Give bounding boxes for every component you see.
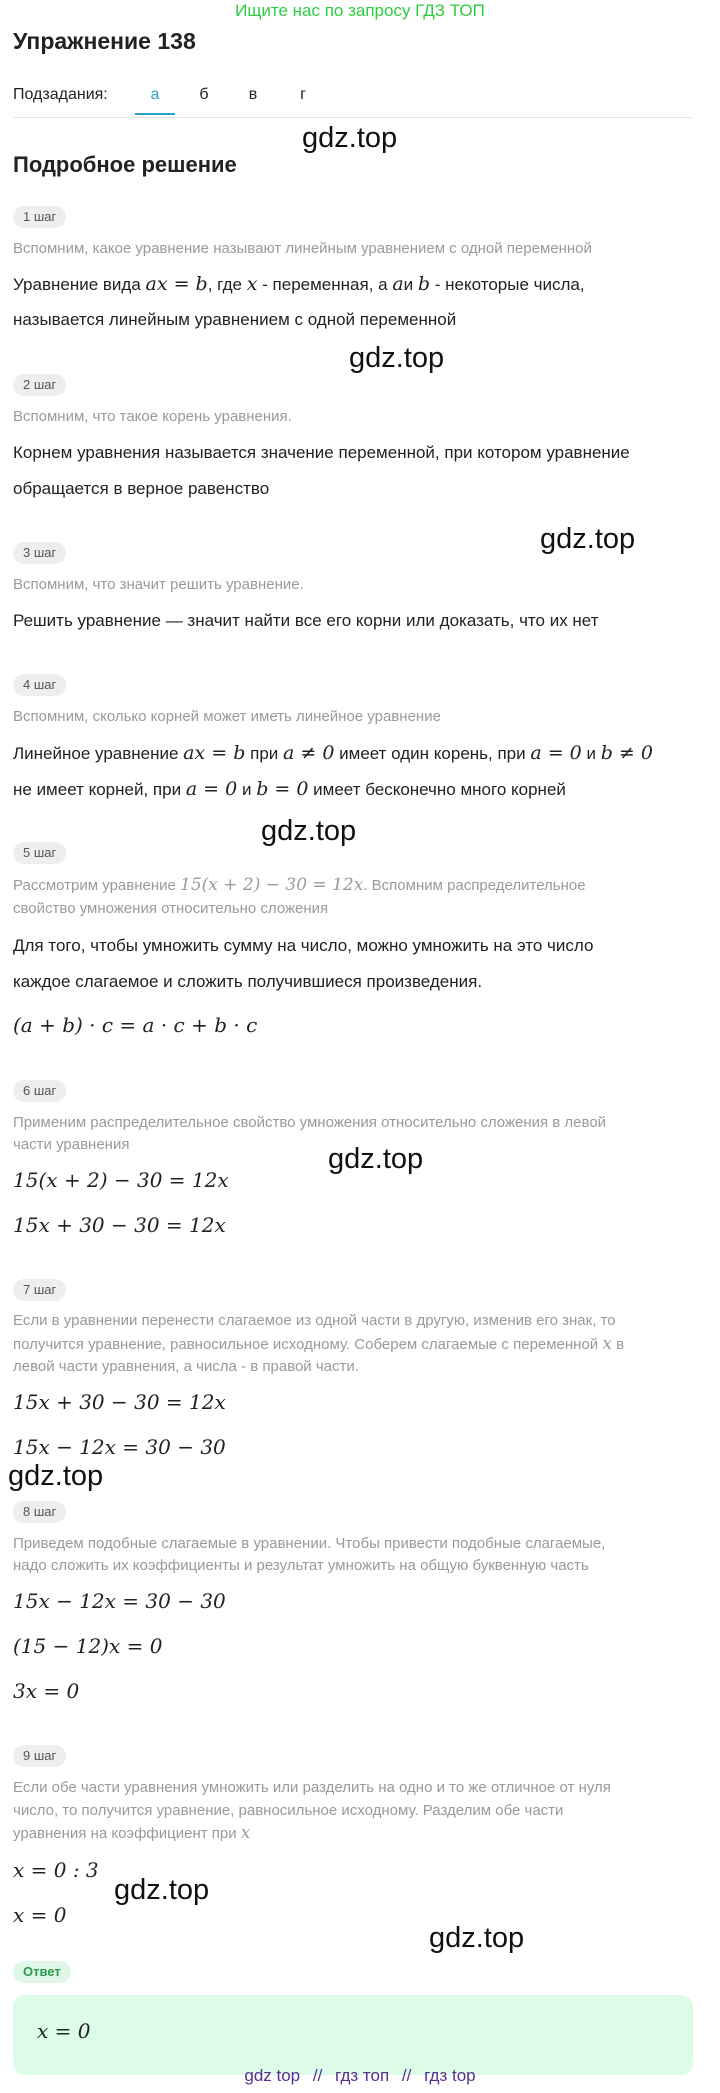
equation: x = 0 : 3 bbox=[13, 1858, 99, 1882]
equation: 15(x + 2) − 30 = 12x bbox=[13, 1168, 229, 1192]
step-text bbox=[13, 735, 698, 772]
section-title: Подробное решение bbox=[13, 152, 237, 177]
text-part: Рассмотрим уравнение bbox=[13, 877, 181, 894]
text-part: имеет один корень, при bbox=[334, 744, 531, 763]
tab-v[interactable]: в bbox=[248, 86, 258, 103]
text-part: и bbox=[581, 744, 601, 763]
step-text bbox=[13, 771, 698, 808]
step-text: называется линейным уравнением с одной переменной bbox=[13, 310, 457, 329]
math-inline: a ≠ 0 bbox=[283, 742, 335, 764]
step-hint bbox=[13, 1822, 693, 1845]
equation: 15x − 12x = 30 − 30 bbox=[13, 1435, 226, 1459]
page-title: Упражнение 138 bbox=[13, 28, 196, 54]
step-hint: надо сложить их коэффициенты и результат умножить на общую буквенную часть bbox=[13, 1557, 589, 1574]
tab-a[interactable]: а bbox=[135, 86, 175, 115]
step-hint: Вспомним, сколько корней может иметь линейное уравнение bbox=[13, 708, 441, 725]
text-part: уравнения на коэффициент при bbox=[13, 1825, 241, 1842]
step-text: обращается в верное равенство bbox=[13, 479, 270, 498]
step-hint: Если обе части уравнения умножить или разделить на одно и то же отличное от нуля bbox=[13, 1779, 611, 1796]
text-part: - некоторые числа, bbox=[430, 275, 585, 294]
footer-separator: // bbox=[401, 2066, 412, 2085]
step-badge: 2 шаг bbox=[13, 374, 66, 396]
tab-b[interactable]: б bbox=[199, 86, 209, 103]
footer-separator: // bbox=[312, 2066, 323, 2085]
equation: 15x − 12x = 30 − 30 bbox=[13, 1589, 226, 1613]
text-part: в bbox=[611, 1336, 625, 1353]
footer bbox=[0, 2066, 720, 2086]
step-badge: 8 шаг bbox=[13, 1501, 66, 1523]
text-part: не имеет корней, при bbox=[13, 780, 186, 799]
step-hint: Вспомним, что такое корень уравнения. bbox=[13, 408, 292, 425]
watermark: gdz.top bbox=[302, 122, 398, 154]
subtasks-label: Подзадания: bbox=[13, 86, 108, 103]
step-badge: 1 шаг bbox=[13, 206, 66, 228]
answer-box bbox=[13, 1995, 693, 2075]
step-hint: число, то получится уравнение, равносильное исходному. Разделим обе части bbox=[13, 1802, 564, 1819]
watermark: gdz.top bbox=[328, 1143, 424, 1175]
math-inline: ax = b bbox=[145, 273, 208, 295]
text-part: - переменная, а bbox=[257, 275, 393, 294]
formula: (a + b) · c = a · c + b · c bbox=[13, 1013, 258, 1037]
text-part: Линейное уравнение bbox=[13, 744, 184, 763]
answer-value: x = 0 bbox=[37, 2019, 91, 2043]
math-inline: a = 0 bbox=[185, 778, 238, 800]
watermark: gdz.top bbox=[349, 342, 445, 374]
math-inline: 15(x + 2) − 30 = 12x bbox=[180, 875, 364, 895]
step-badge: 3 шаг bbox=[13, 542, 66, 564]
answer-badge: Ответ bbox=[13, 1961, 71, 1983]
step-badge: 6 шаг bbox=[13, 1080, 66, 1102]
step-hint: Применим распределительное свойство умножения относительно сложения в левой bbox=[13, 1114, 607, 1131]
watermark: gdz.top bbox=[540, 523, 636, 555]
watermark: gdz.top bbox=[261, 815, 357, 847]
math-inline: b ≠ 0 bbox=[600, 742, 653, 764]
text-part: , где bbox=[207, 275, 247, 294]
text-part: при bbox=[245, 744, 283, 763]
text-part: и bbox=[237, 780, 257, 799]
step-hint: Вспомним, какое уравнение называют линейным уравнением с одной переменной bbox=[13, 240, 592, 257]
math-inline: ax = b bbox=[183, 742, 246, 764]
step-hint bbox=[13, 1333, 693, 1356]
equation: 15x + 30 − 30 = 12x bbox=[13, 1213, 226, 1237]
footer-link[interactable]: гдз топ bbox=[335, 2066, 390, 2085]
step-text bbox=[13, 266, 698, 303]
math-inline: b bbox=[417, 273, 431, 295]
math-inline: a bbox=[392, 273, 404, 295]
step-badge: 9 шаг bbox=[13, 1745, 66, 1767]
text-part: получится уравнение, равносильное исходному. Соберем слагаемые с переменной bbox=[13, 1336, 603, 1353]
step-text: Корнем уравнения называется значение переменной, при котором уравнение bbox=[13, 443, 630, 462]
step-hint: свойство умножения относительно сложения bbox=[13, 900, 329, 917]
step-hint: Приведем подобные слагаемые в уравнении. Чтобы привести подобные слагаемые, bbox=[13, 1535, 606, 1552]
footer-link[interactable]: гдз top bbox=[424, 2066, 476, 2085]
top-banner[interactable]: Ищите нас по запросу ГДЗ ТОП bbox=[235, 1, 485, 20]
text-part: . Вспомним распределительное bbox=[363, 877, 586, 894]
text-part: и bbox=[403, 275, 418, 294]
equation: 15x + 30 − 30 = 12x bbox=[13, 1390, 226, 1414]
tab-g[interactable]: г bbox=[300, 86, 306, 103]
step-hint: Если в уравнении перенести слагаемое из одной части в другую, изменив его знак, то bbox=[13, 1312, 616, 1329]
math-inline: b = 0 bbox=[256, 778, 309, 800]
step-text: Для того, чтобы умножить сумму на число, можно умножить на это число bbox=[13, 936, 594, 955]
equation: (15 − 12)x = 0 bbox=[13, 1634, 163, 1658]
text-part: имеет бесконечно много корней bbox=[308, 780, 566, 799]
step-badge: 7 шаг bbox=[13, 1279, 66, 1301]
step-hint bbox=[13, 874, 693, 897]
equation: 3x = 0 bbox=[13, 1679, 80, 1703]
step-hint: левой части уравнения, а числа - в правой части. bbox=[13, 1358, 359, 1375]
math-inline: x bbox=[240, 1823, 251, 1843]
watermark: gdz.top bbox=[429, 1922, 525, 1954]
math-inline: a = 0 bbox=[530, 742, 582, 764]
step-hint: Вспомним, что значит решить уравнение. bbox=[13, 576, 304, 593]
watermark: gdz.top bbox=[114, 1874, 210, 1906]
equation: x = 0 bbox=[13, 1903, 67, 1927]
math-inline: x bbox=[602, 1334, 612, 1354]
step-text: Решить уравнение — значит найти все его корни или доказать, что их нет bbox=[13, 611, 599, 630]
step-text: каждое слагаемое и сложить получившиеся произведения. bbox=[13, 972, 483, 991]
step-badge: 5 шаг bbox=[13, 842, 66, 864]
math-inline: x bbox=[246, 273, 258, 295]
footer-link[interactable]: gdz top bbox=[244, 2066, 301, 2085]
step-badge: 4 шаг bbox=[13, 674, 66, 696]
watermark: gdz.top bbox=[8, 1460, 104, 1492]
text-part: Уравнение вида bbox=[13, 275, 146, 294]
subtasks-bar bbox=[13, 83, 693, 118]
step-hint: части уравнения bbox=[13, 1136, 130, 1153]
